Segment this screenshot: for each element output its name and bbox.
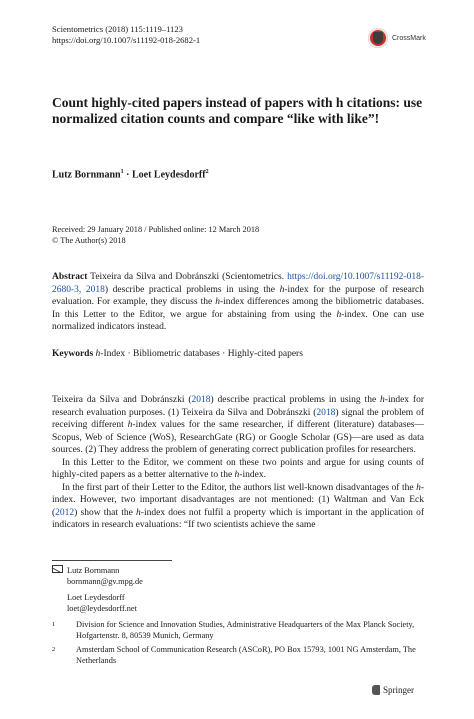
abstract bbox=[52, 271, 424, 334]
received-line: Received: 29 January 2018 / Published online: 12 March 2018 bbox=[52, 225, 260, 234]
text: ) show that the bbox=[74, 507, 137, 518]
h-italic: h bbox=[416, 482, 421, 493]
publication-dates bbox=[52, 224, 259, 246]
author-separator: · bbox=[123, 169, 132, 181]
publisher-logo bbox=[372, 685, 414, 695]
affiliation-number: 1 bbox=[52, 621, 56, 628]
abstract-text: Teixeira da Silva and Dobránszki (Scientometrics. bbox=[87, 272, 288, 282]
envelope-icon bbox=[52, 565, 63, 573]
abstract-text: -index. One can use normalized indicators instead. bbox=[52, 309, 424, 332]
paragraph bbox=[52, 482, 424, 532]
author-1: Lutz Bornmann bbox=[52, 169, 121, 181]
author-line bbox=[52, 169, 209, 180]
text: ) describe practical problems in using the bbox=[210, 395, 381, 405]
abstract-label: Abstract bbox=[52, 272, 88, 282]
h-italic: h bbox=[336, 309, 342, 320]
affiliation-1 bbox=[52, 620, 424, 641]
paragraph bbox=[52, 394, 424, 457]
author-2: Loet Leydesdorff bbox=[131, 169, 206, 181]
text: Teixeira da Silva and Dobránszki ( bbox=[52, 395, 192, 405]
author-2-sup: 2 bbox=[205, 169, 209, 175]
text: -index does not fulfil a property which is important in the application of indicators in research evaluations: “If two scientists achieve the same bbox=[52, 507, 425, 530]
affiliation-text: Amsterdam School of Communication Research (ASCoR), PO Box 15793, 1001 NG Amsterdam, The Netherlands bbox=[76, 645, 416, 665]
springer-horse-icon bbox=[372, 685, 380, 695]
contact-block bbox=[52, 565, 143, 614]
abstract-text: -index for the purpose of research evaluation. For example, they discuss the bbox=[52, 284, 424, 307]
citation-link[interactable]: 2012 bbox=[55, 507, 75, 518]
abstract-text: ) describe practical problems in using the bbox=[104, 284, 280, 295]
keywords-label: Keywords bbox=[52, 349, 94, 359]
keywords bbox=[52, 348, 424, 361]
abstract-text: -index differences among the bibliometric databases. In this Letter to the Editor, we argue for abstaining from using the bbox=[52, 297, 424, 320]
citation-link[interactable]: 2018 bbox=[191, 395, 211, 405]
h-italic: h bbox=[127, 420, 133, 430]
contact-name-1: Lutz Bornmann bbox=[67, 566, 120, 575]
h-italic: h bbox=[215, 297, 220, 307]
crossmark-label: CrossMark bbox=[392, 34, 426, 42]
h-italic: h bbox=[234, 470, 240, 480]
text: In this Letter to the Editor, we comment on these two points and argue for using counts of highly-cited papers as a better alternative to the bbox=[52, 457, 424, 480]
paragraph bbox=[52, 457, 424, 482]
keywords-list: -Index · Bibliometric databases · Highly-cited papers bbox=[100, 349, 303, 359]
crossmark-icon bbox=[368, 28, 388, 48]
doi-line[interactable]: https://doi.org/10.1007/s11192-018-2682-1 bbox=[52, 35, 201, 45]
citation-link[interactable]: 2018 bbox=[316, 407, 336, 418]
h-italic: h bbox=[95, 349, 101, 359]
crossmark-badge[interactable] bbox=[368, 28, 426, 48]
footnote-divider bbox=[52, 560, 172, 561]
text: -index for research evaluation purposes. (1) Teixeira da Silva and Dobránszki ( bbox=[52, 395, 424, 418]
body-text bbox=[52, 394, 424, 532]
contact-name-2: Loet Leydesdorff bbox=[67, 593, 125, 602]
h-italic: h bbox=[380, 395, 385, 405]
affiliation-text: Division for Science and Innovation Studies, Administrative Headquarters of the Max Planck Society, Hofgartenstr. 8, 80539 Munich, Germany bbox=[76, 620, 415, 640]
text: -index. However, two important disadvantages are not mentioned: (1) Waltman and Van Eck ( bbox=[52, 482, 424, 518]
text: ) signal the problem of receiving different bbox=[52, 407, 424, 430]
affiliation-2 bbox=[52, 645, 424, 666]
publisher-name: Springer bbox=[383, 685, 414, 695]
journal-citation bbox=[52, 24, 200, 46]
journal-line: Scientometrics (2018) 115:1119–1123 bbox=[52, 24, 183, 34]
affiliation-number: 2 bbox=[52, 646, 56, 653]
contact-email-2[interactable]: loet@leydesdorff.net bbox=[67, 603, 137, 613]
text: -index. bbox=[239, 470, 266, 480]
text: In the first part of their Letter to the Editor, the authors list well-known disadvantages of the bbox=[62, 482, 417, 493]
h-italic: h bbox=[279, 284, 285, 295]
contact-email-1[interactable]: bornmann@gv.mpg.de bbox=[67, 576, 143, 586]
abstract-doi-link[interactable]: https://doi.org/10.1007/s11192-018-2680-3, 2018 bbox=[52, 272, 424, 295]
h-italic: h bbox=[136, 507, 141, 518]
text: -index values for the same researcher, if different (literature) databases—Scopus, Web of Science (WoS), ResearchGate (RG) or Google Scholar (GS)—are used as data sources. (2) They address the problem of generating correct publication profiles for researchers. bbox=[52, 420, 424, 455]
paper-title: Count highly-cited papers instead of papers with h citations: use normalized citation counts and compare “like with like”! bbox=[52, 95, 423, 126]
copyright-line: © The Author(s) 2018 bbox=[52, 236, 126, 245]
author-1-sup: 1 bbox=[120, 169, 124, 175]
